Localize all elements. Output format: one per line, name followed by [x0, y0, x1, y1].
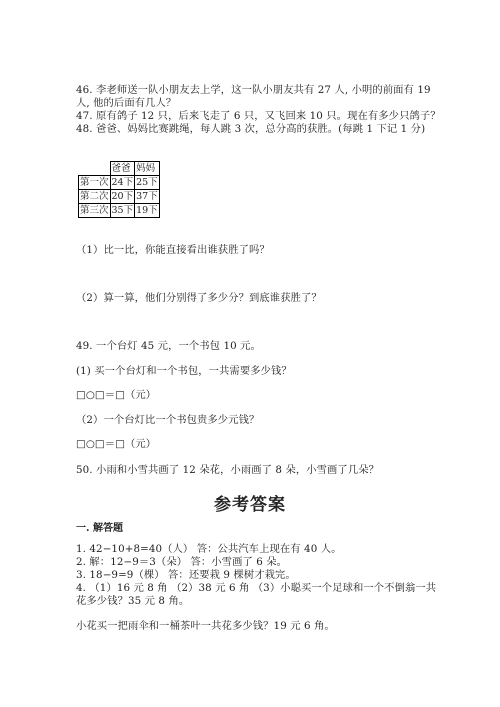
question-49-part-1: (1) 买一个台灯和一个书包，一共需要多少钱？	[76, 365, 292, 377]
answer-3: 3. 18−9=9（棵） 答：还要栽 9 棵树才栽完。	[76, 569, 296, 581]
question-48-part-1: （1）比一比，你能直接看出谁获胜了吗？	[76, 244, 270, 256]
question-49-answer-blank-2: □○□＝□（元）	[76, 438, 157, 450]
answer-4-line-2: 花多少钱？35 元 8 角。	[76, 595, 190, 607]
table-cell: 24下	[111, 176, 134, 188]
table-corner-cell	[79, 162, 111, 176]
table-row-label: 第二次	[80, 190, 109, 202]
answer-5: 小花买一把雨伞和一桶茶叶一共花多少钱？19 元 6 角。	[76, 620, 335, 632]
table-row	[79, 190, 160, 204]
table-header-cell: 妈妈	[135, 162, 160, 176]
table-cell: 20下	[111, 190, 134, 202]
question-50: 50. 小雨和小雪共画了 12 朵花，小雨画了 8 朵，小雪画了几朵？	[76, 464, 380, 476]
answer-key-title: 参考答案	[214, 495, 286, 515]
question-46-line-1: 46. 李老师送一队小朋友去上学，这一队小朋友共有 27 人, 小明的前面有 19	[76, 84, 431, 96]
table-row-label: 第三次	[80, 204, 109, 216]
question-48: 48. 爸爸、妈妈比赛跳绳，每人跳 3 次，总分高的获胜。(每跳 1 下记 1 分)	[76, 123, 426, 135]
table-row-label: 第一次	[80, 176, 109, 188]
table-row	[79, 176, 160, 190]
table-cell: 25下	[136, 176, 158, 188]
question-49-part-2: （2）一个台灯比一个书包贵多少元钱？	[76, 414, 260, 426]
answer-2: 2. 解：12−9＝3（朵） 答：小雪画了 6 朵。	[76, 556, 288, 568]
table-cell: 35下	[111, 204, 134, 216]
table-header-row	[79, 162, 160, 176]
question-46-line-2: 人, 他的后面有几人？	[76, 97, 177, 109]
table-cell: 37下	[136, 190, 158, 202]
answer-1: 1. 42−10+8=40（人） 答：公共汽车上现在有 40 人。	[76, 543, 342, 555]
question-49: 49. 一个台灯 45 元，一个书包 10 元。	[76, 340, 261, 352]
answer-section-heading: 一. 解答题	[76, 523, 123, 534]
question-48-part-2: （2）算一算，他们分别得了多少分？到底谁获胜了？	[76, 292, 322, 304]
table-row	[79, 204, 160, 218]
table-cell: 19下	[136, 204, 158, 216]
question-47: 47. 原有鸽子 12 只，后来飞走了 6 只，又飞回来 10 只。现在有多少只鸽子？	[76, 110, 441, 122]
table-header-cell: 爸爸	[110, 162, 135, 176]
jump-rope-score-table	[78, 161, 160, 218]
question-49-answer-blank-1: □○□＝□（元）	[76, 389, 157, 401]
answer-4-line-1: 4. （1）16 元 8 角 （2）38 元 6 角 （3）小聪买一个足球和一个不倒翁一共	[76, 582, 437, 594]
